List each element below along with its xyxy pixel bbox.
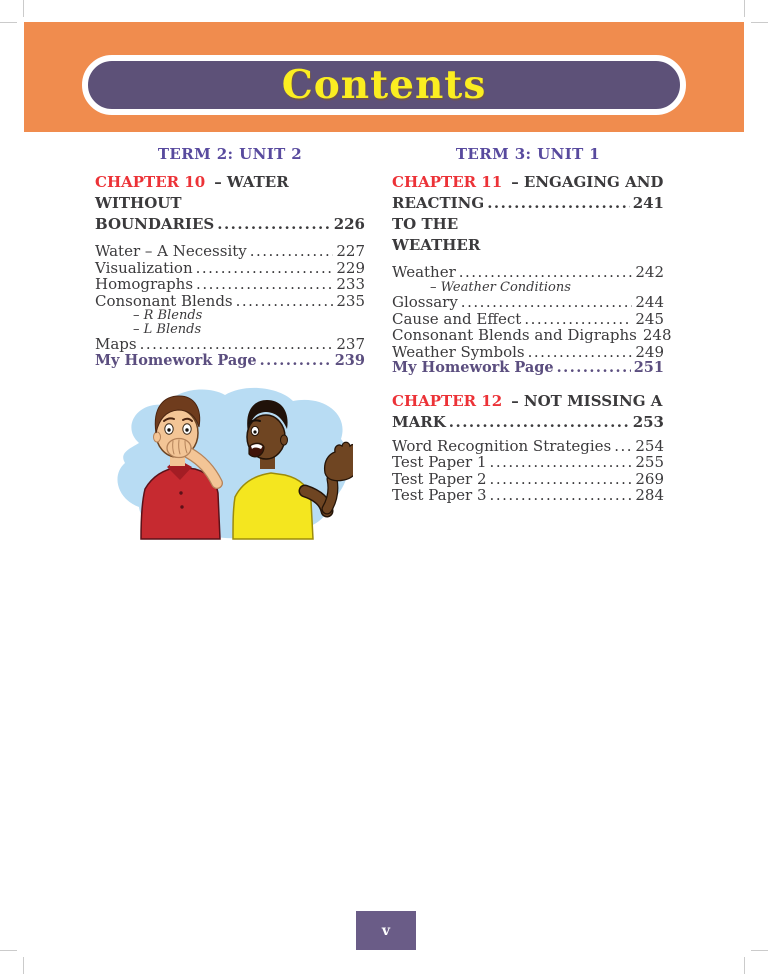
toc-entry-title: Homographs bbox=[95, 275, 194, 293]
chapter-page-number: 241 bbox=[632, 194, 664, 212]
toc-entry bbox=[392, 454, 664, 471]
chapter-heading-line2 bbox=[95, 214, 365, 235]
toc-entry-title: Word Recognition Strategies bbox=[392, 436, 612, 455]
toc-entry-title: Water – A Necessity bbox=[95, 242, 247, 260]
chapter-title: – WATER WITHOUT bbox=[95, 173, 289, 212]
toc-entry-page: 269 bbox=[635, 469, 664, 488]
trim-mark bbox=[0, 22, 17, 23]
dot-leader bbox=[614, 438, 632, 455]
toc-entry-title: Visualization bbox=[95, 258, 193, 277]
toc-entry-page: 227 bbox=[336, 242, 365, 260]
toc-entry-page: 229 bbox=[336, 258, 365, 277]
toc-entry-page: 251 bbox=[633, 359, 664, 376]
chapter-page-number: 253 bbox=[632, 412, 664, 431]
chapter-heading-line1 bbox=[95, 172, 365, 214]
dot-leader bbox=[461, 294, 633, 311]
toc-entry-page: 244 bbox=[635, 293, 664, 311]
toc-entry-title: Cause and Effect bbox=[392, 309, 522, 328]
trim-mark bbox=[23, 957, 24, 974]
dot-leader bbox=[459, 264, 633, 281]
header-band bbox=[24, 22, 744, 132]
term-heading: TERM 2: UNIT 2 bbox=[157, 145, 303, 163]
toc-entry bbox=[95, 276, 365, 293]
dot-leader bbox=[449, 412, 630, 433]
toc-entry-title: Test Paper 3 bbox=[392, 486, 487, 504]
toc-entry-title: My Homework Page bbox=[95, 351, 257, 369]
toc-entry-title: Test Paper 2 bbox=[392, 469, 487, 488]
dot-leader bbox=[250, 243, 334, 260]
dot-leader bbox=[557, 360, 631, 377]
dot-leader bbox=[524, 311, 632, 328]
toc-entry bbox=[392, 471, 664, 488]
toc-entries bbox=[95, 243, 365, 369]
toc-entry bbox=[95, 243, 365, 260]
chapter-heading bbox=[392, 391, 664, 433]
toc-entry bbox=[95, 293, 365, 310]
toc-entry-title: Maps bbox=[95, 335, 137, 353]
term-heading: TERM 3: UNIT 1 bbox=[455, 145, 601, 163]
toc-column-left bbox=[95, 146, 365, 545]
toc-entry-homework bbox=[392, 360, 664, 377]
chapter-heading-line2 bbox=[392, 193, 664, 256]
dot-leader bbox=[140, 336, 334, 353]
toc-column-right bbox=[392, 145, 672, 504]
page-number: v bbox=[381, 922, 391, 939]
toc-entry-page: 233 bbox=[336, 275, 365, 293]
chapter-label: CHAPTER 10 bbox=[95, 173, 206, 191]
chapter-heading-line1 bbox=[392, 391, 664, 412]
toc-entry bbox=[392, 326, 672, 344]
toc-entry bbox=[392, 264, 664, 281]
toc-entry-homework bbox=[95, 353, 365, 370]
trim-mark bbox=[751, 22, 768, 23]
toc-entry-page: 254 bbox=[635, 436, 664, 455]
dot-leader bbox=[487, 193, 630, 214]
dot-leader bbox=[490, 471, 633, 488]
trim-mark bbox=[751, 950, 768, 951]
toc-entry-page: 235 bbox=[336, 291, 365, 310]
toc-entry-page: 284 bbox=[635, 486, 664, 504]
dot-leader bbox=[528, 344, 633, 361]
toc-entry-title: My Homework Page bbox=[392, 359, 554, 376]
chapter-title-continued: REACTING TO THE WEATHER bbox=[392, 194, 485, 254]
dot-leader bbox=[236, 293, 334, 310]
contents-banner bbox=[82, 55, 686, 115]
toc-entry bbox=[95, 260, 365, 277]
toc-entry-page: 255 bbox=[635, 453, 664, 471]
toc-subentry: – L Blends bbox=[133, 321, 202, 337]
toc-entry-title: Consonant Blends bbox=[95, 291, 233, 310]
toc-entry bbox=[392, 344, 664, 361]
trim-mark bbox=[744, 0, 745, 17]
page-number-box bbox=[356, 911, 416, 950]
toc-entry-page: 249 bbox=[635, 342, 664, 361]
toc-entries bbox=[392, 438, 664, 504]
toc-subentry: – R Blends bbox=[133, 308, 203, 323]
chapter-heading-line1 bbox=[392, 172, 664, 193]
dot-leader bbox=[260, 353, 332, 370]
chapter-title: – ENGAGING AND bbox=[511, 173, 664, 191]
chapter-label: CHAPTER 11 bbox=[392, 173, 503, 191]
chapter-label: CHAPTER 12 bbox=[392, 391, 503, 410]
dot-leader bbox=[196, 260, 334, 277]
toc-entry bbox=[392, 487, 664, 504]
chapter-title: – NOT MISSING A bbox=[511, 391, 663, 410]
toc-entry-title: Test Paper 1 bbox=[392, 453, 487, 471]
chapter-title-continued: MARK bbox=[392, 412, 446, 431]
dot-leader bbox=[196, 276, 333, 293]
page-title: Contents bbox=[281, 62, 487, 108]
toc-entry-title: Consonant Blends and Digraphs bbox=[392, 326, 637, 344]
chapter-heading bbox=[95, 172, 365, 235]
chapter-title-continued: BOUNDARIES bbox=[95, 215, 215, 233]
toc-entry-page: 248 bbox=[642, 326, 672, 344]
toc-entry-title: Glossary bbox=[392, 293, 458, 311]
toc-entry bbox=[392, 311, 664, 328]
chapter-heading bbox=[392, 172, 664, 256]
toc-entry bbox=[392, 294, 664, 311]
toc-entry-title: Weather Symbols bbox=[392, 342, 525, 361]
toc-entry-page: 242 bbox=[635, 263, 664, 281]
toc-entries bbox=[392, 263, 672, 377]
toc-subentry: – Weather Conditions bbox=[430, 279, 571, 295]
toc-entry-page: 239 bbox=[334, 351, 365, 369]
toc-entry-page: 237 bbox=[336, 335, 365, 353]
chapter-heading-line2 bbox=[392, 412, 664, 433]
dot-leader bbox=[490, 454, 633, 471]
trim-mark bbox=[0, 950, 17, 951]
dot-leader bbox=[217, 214, 330, 235]
dot-leader bbox=[490, 487, 633, 504]
toc-entry-title: Weather bbox=[392, 263, 456, 281]
trim-mark bbox=[23, 0, 24, 17]
chapter-page-number: 226 bbox=[333, 215, 365, 233]
trim-mark bbox=[744, 957, 745, 974]
toc-entry-page: 245 bbox=[635, 309, 664, 328]
toc-entry bbox=[392, 438, 664, 455]
toc-entry bbox=[95, 336, 365, 353]
two-boys-talking-illustration bbox=[103, 381, 353, 541]
